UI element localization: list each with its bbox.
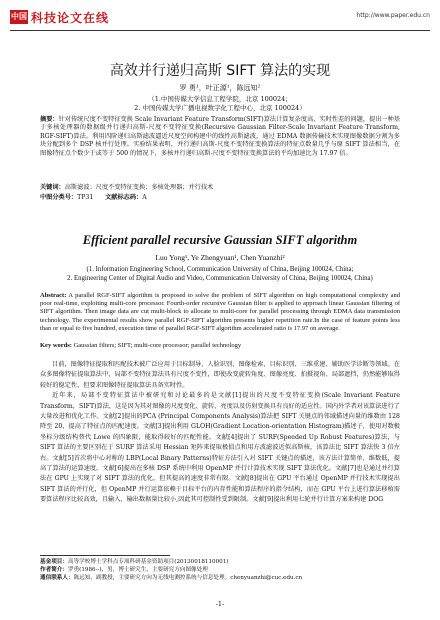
english-keywords — [40, 342, 400, 350]
classification-line — [40, 194, 400, 202]
chinese-abstract — [40, 116, 400, 158]
english-abstract-label: Abstract: — [40, 292, 67, 299]
english-keywords-text: Gaussian filters; SIFT; multi-core processor; parallel technology — [73, 342, 242, 349]
page-header — [10, 8, 430, 28]
footnote-rule — [40, 555, 170, 556]
fund-label: 基金项目： — [40, 559, 68, 565]
english-authors: Luo Yong¹, Ye Zhengyuan¹, Chen Yuanzhi² — [155, 253, 285, 262]
doc-code-value: A — [142, 194, 147, 201]
logo-mark: 中国 — [10, 10, 28, 24]
header-rule — [10, 30, 430, 31]
clc-value: TP31 — [77, 194, 94, 201]
english-abstract-text: A parallel RGF-SIFT algorithm is proposed to solve the problem of SIFT algorithm on high computational complexity and poor real-time, exploiting multi-core processor. Fourth-order recursive Gaussian filter is applied to approach linear Gaussian filtering of SIFT algorithm. Then image data are cut multi-block to allocate to multi-core for parallel processing through EDMA data transmission technology. The experimental results show parallel RGF-SIFT algorithm presents higher repetition rate.In the case of feature points less than or equal to five hundred, execution time of parallel RGF-SIFT algorithm accelerated ratio is 17.97 on average. — [40, 292, 400, 332]
chinese-keywords-label: 关键词： — [40, 184, 65, 191]
site-logo — [10, 8, 109, 26]
english-affiliation-2: 2. Engineering Center of Digital Audio and Video, Communication University of China, Beijing 100024, China) — [67, 275, 373, 282]
chinese-affiliation-1: （1.中国传媒大学信息工程学院，北京 100024； — [148, 95, 292, 103]
footnote-correspondence — [40, 574, 400, 582]
doc-code-label: 文献标志码： — [105, 194, 143, 201]
author-text: 罗勇(1986--)，男，博士研究生，主要研究方向图像处理 — [67, 567, 208, 573]
english-title: Efficient parallel recursive Gaussian SIFT algorithm — [82, 233, 358, 247]
english-abstract — [40, 292, 400, 333]
fund-text: 高等学校博士学科点专项科研基金资助项目(20130018110001) — [67, 559, 229, 565]
footnote-fund — [40, 558, 400, 566]
correspondence-label: 通信联系人： — [40, 575, 74, 581]
english-affiliations — [40, 265, 400, 283]
english-keywords-label: Key words: — [40, 342, 72, 349]
chinese-keywords-text: 高斯滤波；尺度不变特征变换；多核处理器；并行技术 — [64, 184, 214, 191]
header-url[interactable]: http://www.paper.edu.cn — [356, 12, 430, 19]
body-paragraph-1: 目前，图像特征提取和匹配技术被广泛应用于目标制导、人脸识别、图像检索、目标识别、三维重建、辅助医学诊断等领域。在众多图像特征提取算法中，局部不变特征算法具有尺度不变性，即使改变旋转角度、图像亮度、拍摄视角、局部遮挡，仍然能够取得较好的稳定性，但要求图像特征提取算法具备实时性。 — [40, 361, 400, 389]
clc-label: 中图分类号： — [40, 194, 78, 201]
author-label: 作者简介： — [40, 567, 68, 573]
chinese-authors: 罗 勇¹，叶正源¹，陈远知² — [179, 84, 261, 92]
english-affiliation-1: (1. Information Engineering School, Communication University of China, Beijing 100024, China; — [86, 266, 354, 273]
logo-name: 科技论文在线 — [31, 10, 110, 25]
page-number: -1- — [215, 600, 225, 608]
body-paragraph-2: 近年来，局部不变特征算法中被研究和讨论最多的是文献[1]提出的尺度不变特征变换(Scale Invariant Feature Transform，SIFT)算法，这是因为其对图像的尺度变化、旋转、亮度以及仿射变换具有良好的适应性。国内外学者对该算法进行了大量改进和优化工作。文献[2]提出的PCA (Principal Components Analysis)算法把 SIFT 关键点的邻域描述向量的维数由 128 降至 20，提高了特征点的匹配速度。文献[3]提出利用 GLOH(Gradient Location-orientation Histogram)描述子，使用对数极坐标分级结构替代 Lowe 的四象限，能取得较好的匹配性能。文献[4]提出了 SURF(Speeded Up Robust Features)算法，与 SIFT 算法的主要区别在于 SURF 算法采用 Hessian 矩阵来提取极值点和用方波滤波近似高斯核，该算法比 SIFT 算法快 3 倍左右。文献[5]首次将中心对称的 LBP(Local Binary Patterns)特征方法引入对 SIFT 关键点的描述，该方法计算简单，维数低，提高了算法的运算速度。文献[6]提出在多核 DSP 系统中利用 OpenMP 并行计算技术实现 SIFT 算法优化。文献[7]也是通过并行算法在 GPU 上实现了对 SIFT 算法的优化，但其提高的速度非常有限。文献[8]提出在 GPU 平台通过 OpenMP 并行技术实现提出 SIFT 算法的并行化，但 OpenMP 并行运算依赖于目标平台的内存性能和算法程序的指令结构，而在 GPU 平台上进行算法移植需要算法程序比较高效，且输入、输出数据量比较小,因此其可控制性受到限制。文献[9]提出利用七轮并行计算方案来构建 DOG — [40, 392, 400, 504]
footnote-author — [40, 566, 400, 574]
chinese-abstract-text: 针对传统尺度不变特征变换 Scale Invariant Feature Transform(SIFT)算法计算复杂度高、实时性差的问题，提出一种基于多核处理器的数据级并行递归高斯-尺度不变特征变换(Recursive Gaussian Filter-Scale Invariant Feature Transform, RGF-SIFT)算法。利用四阶递归高斯滤波逼近尺度空间构建中的线性高斯滤波，通过 EDMA 数据传输技术实现图像数据分割为多块分配到多个 DSP 核并行处理。实验结果表明，并行递归高斯-尺度不变特征变换算法的特征点数量几乎与原 SIFT 算法相当，在图像特征点个数少于或等于 500 的情况下，多核并行递归高斯-尺度不变特征变换算法的平均加速比为 17.97 倍。 — [40, 116, 400, 157]
footnotes — [40, 558, 400, 582]
chinese-keywords — [40, 184, 400, 192]
correspondence-text: 陈远知，副教授，主要研究方向为无线电测控系统与信息处理。chenyuanzhi@cuc.edu.cn — [73, 575, 303, 581]
chinese-affiliation-2: 2. 中国传媒大学广播电视数字化工程中心，北京 100024） — [134, 104, 306, 112]
chinese-abstract-label: 摘要： — [40, 116, 59, 123]
body-text — [40, 360, 400, 506]
chinese-title: 高效并行递归高斯 SIFT 算法的实现 — [109, 63, 331, 79]
